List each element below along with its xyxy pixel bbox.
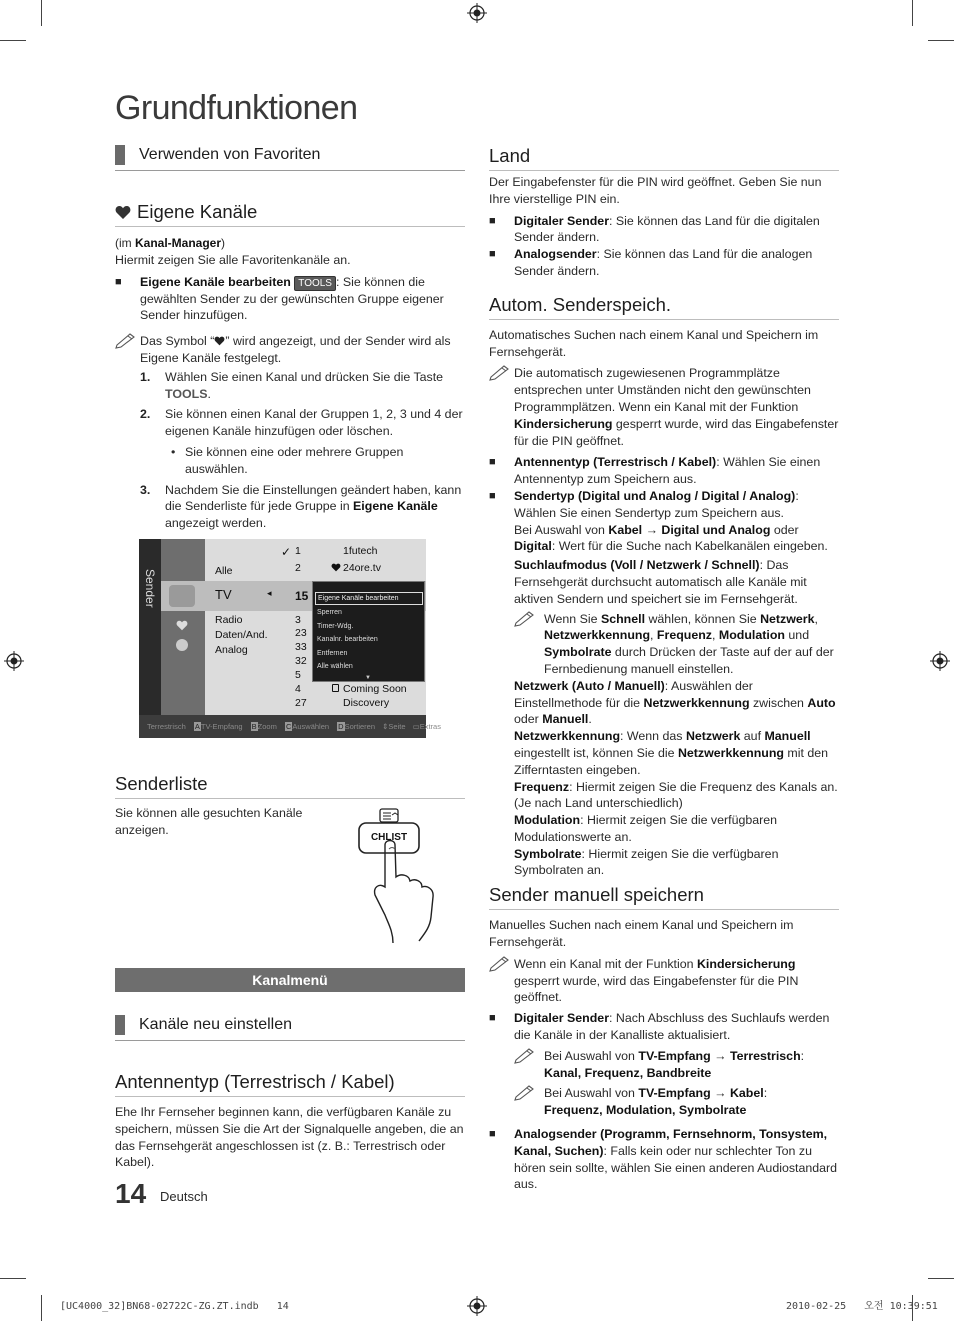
key-b-icon: B xyxy=(251,722,257,731)
heading-autom-senderspeich: Autom. Senderspeich. xyxy=(489,294,839,320)
modulation-label: Modulation xyxy=(514,813,581,828)
crop-mark xyxy=(912,0,913,26)
channel-number: 15 xyxy=(295,589,309,603)
netzwerk-label: Netzwerk xyxy=(685,729,741,744)
frequenz-label: Frequenz xyxy=(656,628,712,643)
text: und xyxy=(784,628,810,643)
bullet-text: : Wählen Sie einen Sendertyp zum Speichern aus. xyxy=(514,488,799,520)
text: : Auswählen der Einstellmethode für die xyxy=(514,678,753,710)
channel-number: 23 xyxy=(295,627,307,639)
channel-number: 5 xyxy=(295,669,301,681)
osd-side-bar xyxy=(139,539,161,715)
group-radio[interactable]: Radio xyxy=(215,614,243,626)
manuell-label: Manuell xyxy=(542,712,589,727)
text: . xyxy=(207,386,211,401)
kanalmenu-bar: Kanalmenü xyxy=(115,968,465,992)
channel-number: 1 xyxy=(295,545,301,557)
text: : Hiermit zeigen Sie die verfügbaren Symbolraten an. xyxy=(514,846,779,878)
text: : Hiermit zeigen Sie die Frequenz des Kanals an. (Je nach Land unterschiedlich) xyxy=(514,779,838,811)
lock-icon xyxy=(332,684,339,692)
pencil-note-icon xyxy=(514,1084,536,1100)
suchlauf-block xyxy=(489,557,839,879)
channel-number: 32 xyxy=(295,655,307,667)
crop-mark xyxy=(928,1278,954,1279)
registration-mark-icon xyxy=(4,651,24,671)
modulation-label: Modulation xyxy=(718,628,785,643)
footer-item: Auswählen xyxy=(292,722,330,731)
bullet-text: : Sie können die gewählten Sender zu der gewünschten Gruppe eigener Sender hinzufügen. xyxy=(140,274,444,323)
bullet-analogsender xyxy=(489,1126,839,1193)
popup-items xyxy=(317,606,378,674)
text: : Hiermit zeigen Sie die verfügbaren Modulationswerte an. xyxy=(514,813,778,844)
heading-text: Eigene Kanäle xyxy=(137,201,258,222)
options-label: Frequenz, Modulation, Symbolrate xyxy=(544,1103,747,1118)
text: wählen, können Sie xyxy=(645,611,761,626)
footer-item: Sortieren xyxy=(344,722,376,731)
page-arrows-icon: ⇕ xyxy=(382,722,389,731)
note-text: ” wird angezeigt, und der Sender wird als Eigene Kanäle festgelegt. xyxy=(140,334,451,365)
popup-item[interactable]: Kanalnr. bearbeiten xyxy=(317,636,378,643)
crop-mark xyxy=(0,1278,26,1279)
note-schnell xyxy=(514,611,839,678)
chlist-button-label: CHLIST xyxy=(370,832,408,843)
remote-chlist-hand-icon xyxy=(355,805,445,945)
section-header-label: Verwenden von Favoriten xyxy=(139,146,321,163)
channel-number: 2 xyxy=(295,562,301,574)
kabel-label: Kabel xyxy=(729,1086,764,1101)
footer-item: Zoom xyxy=(257,722,277,731)
step-text: Sie können einen Kanal der Gruppen 1, 2, 3 und 4 der eigenen Kanäle hinzufügen oder löschen. xyxy=(165,407,463,439)
kanal-manager-label: Kanal-Manager xyxy=(135,236,222,250)
text: ) xyxy=(221,236,226,250)
pencil-note-icon xyxy=(489,364,511,380)
suchlaufmodus-label: Suchlaufmodus (Voll / Netzwerk / Schnell) xyxy=(514,558,760,573)
note-kabel xyxy=(514,1085,839,1119)
text: Bei Auswahl von xyxy=(544,1048,639,1063)
heading-land: Land xyxy=(489,145,839,171)
page-number: 14 xyxy=(115,1178,147,1209)
heading-eigene-kanaele xyxy=(115,201,465,227)
tools-icon: ▭ xyxy=(412,722,420,731)
digital-label: Digital xyxy=(514,539,552,554)
step-text: Nachdem Sie die Einstellungen geändert haben, kann die Senderliste für jede Gruppe in xyxy=(165,482,462,514)
step-text: Wählen Sie einen Kanal und drücken Sie die Taste xyxy=(165,369,444,384)
heart-icon xyxy=(331,563,341,572)
symbolrate-label: Symbolrate xyxy=(514,846,582,861)
crop-mark xyxy=(41,1295,42,1321)
footer-item: Extras xyxy=(419,722,441,731)
step-number: 1. xyxy=(140,369,151,384)
group-daten[interactable]: Daten/And. xyxy=(215,629,268,641)
channel-number: 33 xyxy=(295,641,307,653)
pencil-note-icon xyxy=(514,1047,536,1063)
land-text: Der Eingabefenster für die PIN wird geöffnet. Geben Sie nun Ihre vierstellige PIN ein. xyxy=(489,175,822,206)
heading-senderliste: Senderliste xyxy=(115,773,465,799)
bullet-title: Digitaler Sender xyxy=(514,1011,610,1026)
bullet-title: Sendertyp (Digital und Analog / Digital / Analog) xyxy=(514,488,796,503)
text: . xyxy=(588,712,592,727)
text: : xyxy=(800,1048,805,1063)
text: (im xyxy=(115,236,135,250)
note-text: gesperrt wurde, wird das Eingabefenster für die PIN geöffnet. xyxy=(514,973,799,1005)
crop-mark xyxy=(0,40,26,41)
terrestrisch-label: Terrestrisch xyxy=(729,1048,801,1063)
page-title: Grundfunktionen xyxy=(115,89,358,127)
scroll-down-icon: ▼ xyxy=(365,675,371,681)
channel-name[interactable]: 1futech xyxy=(343,545,378,557)
pencil-note-icon xyxy=(514,610,536,626)
header-marker xyxy=(115,145,125,165)
key-a-icon: A xyxy=(194,722,200,731)
bullet-sendertyp xyxy=(489,488,839,555)
manuell-text: Manuelles Suchen nach einem Kanal und Speichern im Fernsehgerät. xyxy=(489,918,794,950)
bullet-antennentyp xyxy=(489,454,839,488)
manuell-label: Manuell xyxy=(764,729,811,744)
note-text: gesperrt wurde, wird das Eingabefenster für die PIN geöffnet. xyxy=(514,416,839,448)
tools-button-icon: TOOLS xyxy=(294,276,336,291)
digital-analog-label: Digital und Analog xyxy=(661,522,771,537)
header-marker xyxy=(115,1015,125,1035)
kindersicherung-label: Kindersicherung xyxy=(514,416,613,431)
channel-name[interactable]: Discovery xyxy=(343,697,390,709)
note-autom xyxy=(489,365,839,449)
bullet-digitaler-sender xyxy=(489,1010,839,1044)
bullet-text: : Falls kein oder nur schlechter Ton zu hören sein sollte, wählen Sie einen anderen Audiostandard aus. xyxy=(514,1143,838,1192)
bullet-title: Analogsender xyxy=(514,247,597,262)
steps-list xyxy=(115,369,465,532)
step-1 xyxy=(140,369,465,403)
auto-label: Auto xyxy=(807,695,836,710)
text: , xyxy=(814,611,818,626)
arrow-left-icon: ◂ xyxy=(267,588,272,598)
neu-einstellen-section xyxy=(115,1015,465,1171)
symbolrate-para xyxy=(514,846,839,880)
netzwerkkennung-label: Netzwerkkennung xyxy=(677,745,784,760)
key-d-icon: D xyxy=(338,722,344,731)
autom-text: Automatisches Suchen nach einem Kanal und Speichern im Fernsehgerät. xyxy=(489,327,819,359)
heart-icon xyxy=(115,205,131,220)
netzwerkkennung-label: Netzwerkkennung xyxy=(643,695,750,710)
section-header-label: Kanäle neu einstellen xyxy=(139,1016,293,1033)
channel-list-osd xyxy=(139,539,441,738)
group-analog[interactable]: Analog xyxy=(215,644,248,656)
print-date-info: 2010-02-25 오전 10:39:51 xyxy=(786,1301,938,1312)
text: eingestellt ist, können Sie die xyxy=(514,745,678,760)
frequenz-para xyxy=(514,779,839,813)
suchlaufmodus xyxy=(514,557,839,607)
pencil-note-icon xyxy=(115,332,137,348)
text: auf xyxy=(740,729,765,744)
channel-name[interactable]: 24ore.tv xyxy=(343,562,381,574)
arrow-text: → xyxy=(642,522,662,537)
print-file-info: [UC4000_32]BN68-02722C-ZG.ZT.indb 14 xyxy=(60,1301,289,1312)
bullet-title: Eigene Kanäle bearbeiten xyxy=(140,274,291,289)
bullet-text: : Sie können das Land für die analogen Sender ändern. xyxy=(514,247,813,278)
note-heart-symbol xyxy=(115,333,465,367)
schnell-label: Schnell xyxy=(600,611,646,626)
group-alle[interactable]: Alle xyxy=(215,565,233,577)
bullet-land-digital xyxy=(489,213,839,247)
pencil-note-icon xyxy=(489,955,511,971)
netzwerk-label: Netzwerk xyxy=(760,611,815,626)
globe-icon xyxy=(176,639,188,651)
kindersicherung-label: Kindersicherung xyxy=(696,956,796,971)
popup-item[interactable]: Sperren xyxy=(317,609,342,616)
footer-item: Seite xyxy=(388,722,406,731)
key-c-icon: C xyxy=(285,722,292,731)
text: , xyxy=(650,628,657,643)
netzwerk-para xyxy=(514,678,839,728)
tv-group-icon xyxy=(169,585,195,607)
step-number: 2. xyxy=(140,407,151,422)
group-tv[interactable]: TV xyxy=(215,587,232,602)
step-3 xyxy=(140,482,465,532)
check-icon: ✓ xyxy=(281,545,292,559)
note-manuell xyxy=(489,956,839,1006)
note-terrestrisch xyxy=(514,1048,839,1082)
tools-label: TOOLS xyxy=(165,386,208,401)
modulation-para xyxy=(514,812,839,846)
text: oder xyxy=(770,522,799,537)
heart-icon xyxy=(176,620,188,631)
popup-item[interactable]: Entfernen xyxy=(317,649,348,657)
tv-empfang-label: TV-Empfang xyxy=(638,1086,711,1101)
netzwerkkennung-label: Netzwerkkennung xyxy=(544,628,651,643)
bullet-title: Digitaler Sender xyxy=(514,213,610,228)
arrow-text: → xyxy=(710,1048,730,1063)
senderliste-text: Sie können alle gesuchten Kanäle anzeigen. xyxy=(115,806,303,837)
netzwerk-label: Netzwerk (Auto / Manuell) xyxy=(514,678,665,693)
step-2 xyxy=(140,406,465,440)
channel-name[interactable]: Coming Soon xyxy=(343,683,407,695)
osd-side-label: Sender xyxy=(143,569,157,608)
page-language: Deutsch xyxy=(160,1189,208,1204)
text: durch Drücken der Taste auf der auf der Fernbedienung manuell einstellen. xyxy=(544,645,834,676)
bullet-text: : Sie können das Land für die digitalen Sender ändern. xyxy=(514,213,820,245)
text: , xyxy=(712,628,719,643)
heading-antennentyp: Antennentyp (Terrestrisch / Kabel) xyxy=(115,1071,465,1097)
intro-text: Hiermit zeigen Sie alle Favoritenkanäle an. xyxy=(115,252,351,267)
popup-item[interactable]: Timer-Wdg. xyxy=(317,622,354,630)
symbolrate-label: Symbolrate xyxy=(544,645,612,660)
crop-mark xyxy=(928,40,954,41)
heart-icon xyxy=(214,336,225,346)
osd-footer xyxy=(139,715,441,738)
tools-popup xyxy=(312,581,425,682)
bullet-title: Analogsender (Programm, Fernsehnorm, Tonsystem, Kanal, Suchen) xyxy=(514,1127,828,1158)
registration-mark-icon xyxy=(467,3,487,23)
text: : Wenn das xyxy=(620,729,686,744)
bullet-land-analog xyxy=(489,246,839,280)
eigene-kanaele-label: Eigene Kanäle xyxy=(353,499,438,514)
antennen-text: Ehe Ihr Fernseher beginnen kann, die verfügbaren Kanäle zu speichern, müssen Sie die Art der Signalquelle angeben, die an das Fernsehgerät angeschlossen ist (z. B.: Terrestrisch oder Kabel). xyxy=(115,1105,464,1170)
note-text: Die automatisch zugewiesenen Programmplätze entsprechen unter Umständen nicht den gewünschten Programmplätzen. Wenn ein Kanal mit der Funktion xyxy=(514,366,811,414)
kabel-label: Kabel xyxy=(608,522,643,537)
popup-item[interactable]: Alle wählen xyxy=(317,663,353,670)
arrow-text: → xyxy=(710,1086,730,1101)
step-2-sub: • Sie können eine oder mehrere Gruppen auswählen. xyxy=(165,444,465,478)
left-column xyxy=(115,145,465,532)
bullet-eigene-bearbeiten xyxy=(115,274,465,325)
right-column xyxy=(489,145,839,1193)
text: : Das Fernsehgerät durchsucht automatisch alle Kanäle mit aktiven Sendern und speichert sie im Fernsehgerät. xyxy=(514,558,807,606)
options-label: Kanal, Frequenz, Bandbreite xyxy=(544,1065,712,1080)
netzwerkkennung-para xyxy=(514,728,839,778)
frequenz-label: Frequenz xyxy=(514,779,570,794)
channel-number: 3 xyxy=(295,614,301,626)
text: mit den Zifferntasten eingeben. xyxy=(514,745,829,777)
bullet-text: : Nach Abschluss des Suchlaufs werden die Kanäle in der Kanalliste aktualisiert. xyxy=(514,1011,830,1043)
channel-number: 27 xyxy=(295,697,307,709)
bullet-title: Antennentyp (Terrestrisch / Kabel) xyxy=(514,455,717,470)
section-header-favoriten xyxy=(115,145,465,171)
step-number: 3. xyxy=(140,482,151,497)
im-kanal-manager xyxy=(115,235,465,252)
crop-mark xyxy=(41,0,42,26)
footer-item: TV-Empfang xyxy=(200,722,243,731)
text: Bei Auswahl von xyxy=(514,522,609,537)
footer-item: Terrestrisch xyxy=(147,722,186,731)
text: angezeigt werden. xyxy=(165,516,267,531)
bullet-text: : Wählen Sie einen Antennentyp zum Speichern aus. xyxy=(514,455,821,487)
popup-item-eigene[interactable]: Eigene Kanäle bearbeiten xyxy=(315,592,423,605)
section-header-neu xyxy=(115,1015,465,1041)
text: : xyxy=(763,1086,768,1101)
text: Bei Auswahl von xyxy=(544,1086,639,1101)
netzwerkkennung-label: Netzwerkkennung xyxy=(514,729,621,744)
tv-empfang-label: TV-Empfang xyxy=(638,1048,711,1063)
note-text: Das Symbol “ xyxy=(140,334,215,349)
text: : Wert für die Suche nach Kabelkanälen eingeben. xyxy=(551,539,828,554)
text: oder xyxy=(514,712,543,727)
registration-mark-icon xyxy=(467,1296,487,1316)
note-text: Wenn ein Kanal mit der Funktion xyxy=(514,956,697,971)
channel-number: 4 xyxy=(295,683,301,695)
heading-sender-manuell: Sender manuell speichern xyxy=(489,884,839,910)
text: Wenn Sie xyxy=(544,611,601,626)
text: zwischen xyxy=(749,695,808,710)
registration-mark-icon xyxy=(930,651,950,671)
